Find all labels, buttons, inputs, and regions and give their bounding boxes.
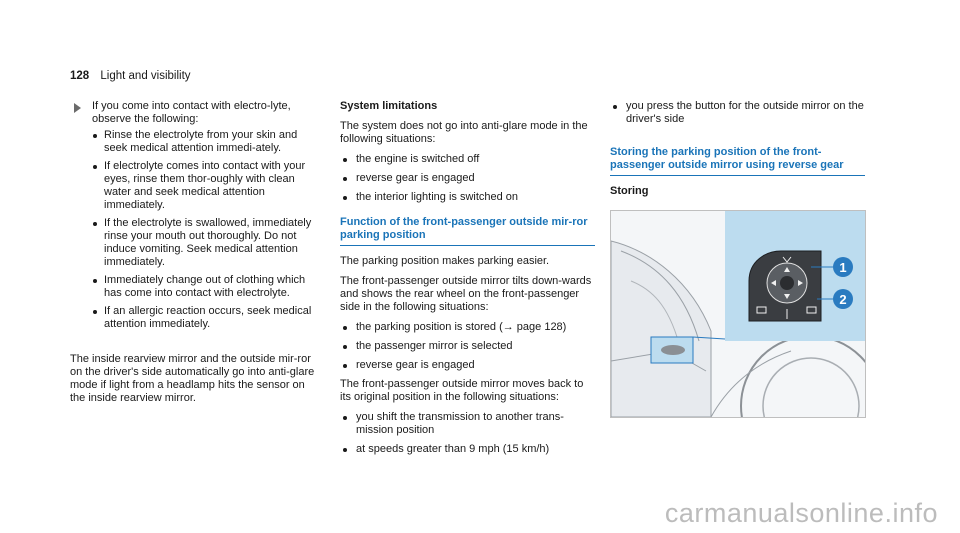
section-title: Light and visibility — [100, 70, 191, 82]
limits-intro: The system does not go into anti-glare mode in the following situations: — [340, 120, 588, 145]
list-item: If an allergic reaction occurs, seek medical attention immediately. — [92, 305, 320, 331]
column-left — [70, 100, 320, 412]
warning-intro: If you come into contact with electro-lyte, observe the following: — [92, 100, 291, 125]
function-list-2 — [340, 411, 595, 456]
list-item: Rinse the electrolyte from your skin and seek medical attention immedi-ately. — [92, 129, 320, 155]
storing-subheading: Storing — [610, 185, 649, 197]
function-paragraph-1: The parking position makes parking easier. — [340, 255, 550, 267]
list-item: the engine is switched off — [340, 153, 595, 166]
warning-list — [92, 129, 320, 331]
function-paragraph-3: The front-passenger outside mirror moves back to its original position in the following situations: — [340, 378, 584, 403]
function-list — [340, 321, 595, 372]
page-header — [70, 70, 191, 82]
list-item: reverse gear is engaged — [340, 359, 595, 372]
function-heading: Function of the front-passenger outside mir-ror parking position — [340, 216, 595, 246]
system-limitations-heading: System limitations — [340, 100, 438, 112]
limits-list — [340, 153, 595, 204]
column-right — [610, 100, 865, 205]
function-paragraph-2: The front-passenger outside mirror tilts down-wards and shows the rear wheel on the front-passenger side in the following situations: — [340, 275, 592, 313]
door-panel-drawing — [611, 211, 865, 417]
list-item: If the electrolyte is swallowed, immediately rinse your mouth out thoroughly. Do not induce vomiting. Seek medical attention immediately. — [92, 217, 320, 269]
list-item: the interior lighting is switched on — [340, 191, 595, 204]
list-item: If electrolyte comes into contact with your eyes, rinse them thor-oughly with clean water and seek medical attention immediately. — [92, 160, 320, 212]
watermark: carmanualsonline.info — [664, 498, 938, 528]
list-item: reverse gear is engaged — [340, 172, 595, 185]
list-item: the parking position is stored (→ page 128) — [340, 321, 595, 334]
continued-list — [610, 100, 865, 126]
callout-1-label: 1 — [839, 260, 847, 275]
page-number: 128 — [70, 70, 90, 82]
arrow-right-icon — [74, 103, 81, 113]
list-item: Immediately change out of clothing which has come into contact with electrolyte. — [92, 274, 320, 300]
warning-block — [70, 100, 320, 331]
storing-heading: Storing the parking position of the front-passenger outside mirror using reverse gear — [610, 146, 865, 176]
list-item: you press the button for the outside mirror on the driver's side — [610, 100, 865, 126]
door-panel-illustration — [610, 210, 866, 418]
list-item: the passenger mirror is selected — [340, 340, 595, 353]
list-item: at speeds greater than 9 mph (15 km/h) — [340, 443, 595, 456]
callout-2-label: 2 — [839, 292, 847, 307]
list-item: you shift the transmission to another trans-mission position — [340, 411, 595, 437]
anti-glare-paragraph: The inside rearview mirror and the outside mir-ror on the driver's side automatically go into anti-glare mode if light from a headlamp hits the sensor on the inside rearview mirror. — [70, 353, 315, 404]
column-middle — [340, 100, 595, 462]
